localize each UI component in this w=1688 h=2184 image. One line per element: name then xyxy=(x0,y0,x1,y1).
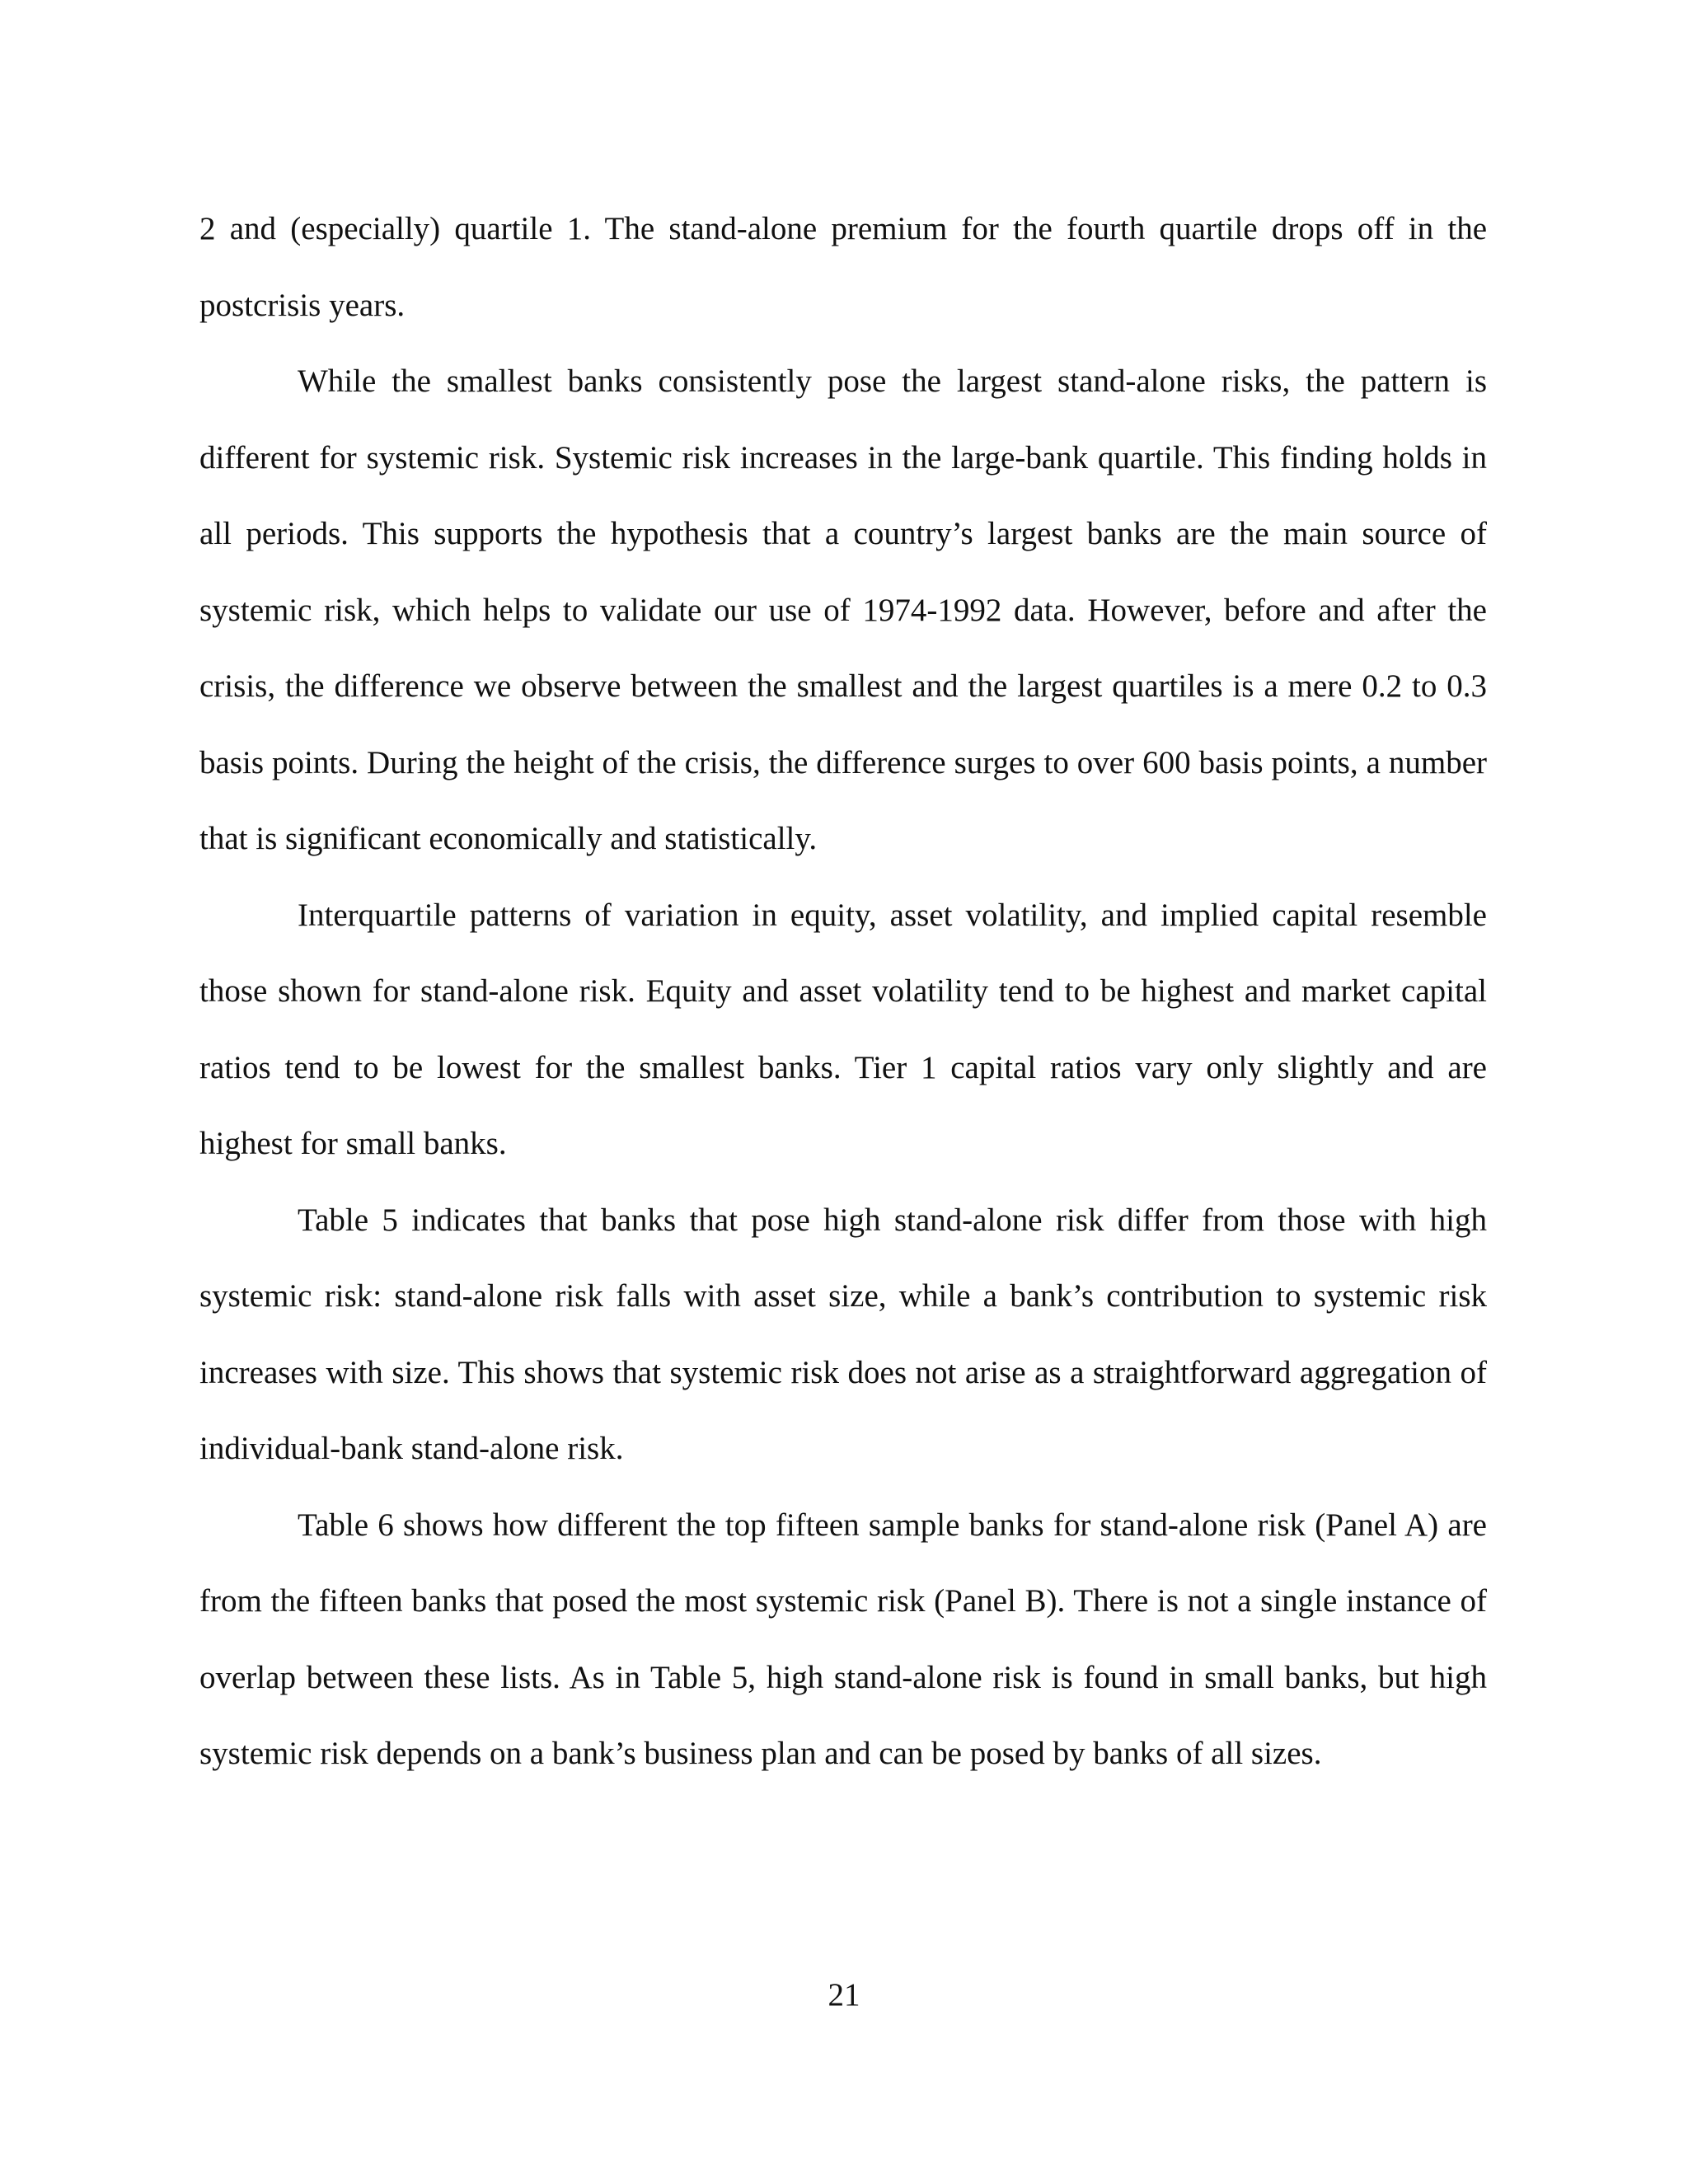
paragraph-2: While the smallest banks consistently pose the largest stand-alone risks, the pattern is different for systemic risk. Systemic risk increases in the large-bank quartile. This finding holds in all periods. This supports the hypothesis that a country’s largest banks are the main source of systemic risk, which helps to validate our use of 1974-1992 data. However, before and after the crisis, the difference we observe between the smallest and the largest quartiles is a mere 0.2 to 0.3 basis points. During the height of the crisis, the difference surges to over 600 basis points, a number that is significant economically and statistically. xyxy=(199,363,1487,856)
paragraph-5: Table 6 shows how different the top fifteen sample banks for stand-alone risk (Panel A) are from the fifteen banks that posed the most systemic risk (Panel B). There is not a single instance of overlap between these lists. As in Table 5, high stand-alone risk is found in small banks, but high systemic risk depends on a bank’s business plan and can be posed by banks of all sizes. xyxy=(199,1507,1487,1771)
paragraph-4: Table 5 indicates that banks that pose high stand-alone risk differ from those with high systemic risk: stand-alone risk falls with asset size, while a bank’s contribution to systemic risk increases with size. This shows that systemic risk does not arise as a straightforward aggregation of individual-bank stand-alone risk. xyxy=(199,1202,1487,1466)
paragraph-3: Interquartile patterns of variation in equity, asset volatility, and implied capital resemble those shown for stand-alone risk. Equity and asset volatility tend to be highest and market capital ratios tend to be lowest for the smallest banks. Tier 1 capital ratios vary only slightly and are highest for small banks. xyxy=(199,897,1487,1161)
body-text xyxy=(199,191,1487,1793)
paragraph-1: 2 and (especially) quartile 1. The stand-alone premium for the fourth quartile drops off in the postcrisis years. xyxy=(199,211,1487,323)
page-number: 21 xyxy=(828,1977,860,2013)
